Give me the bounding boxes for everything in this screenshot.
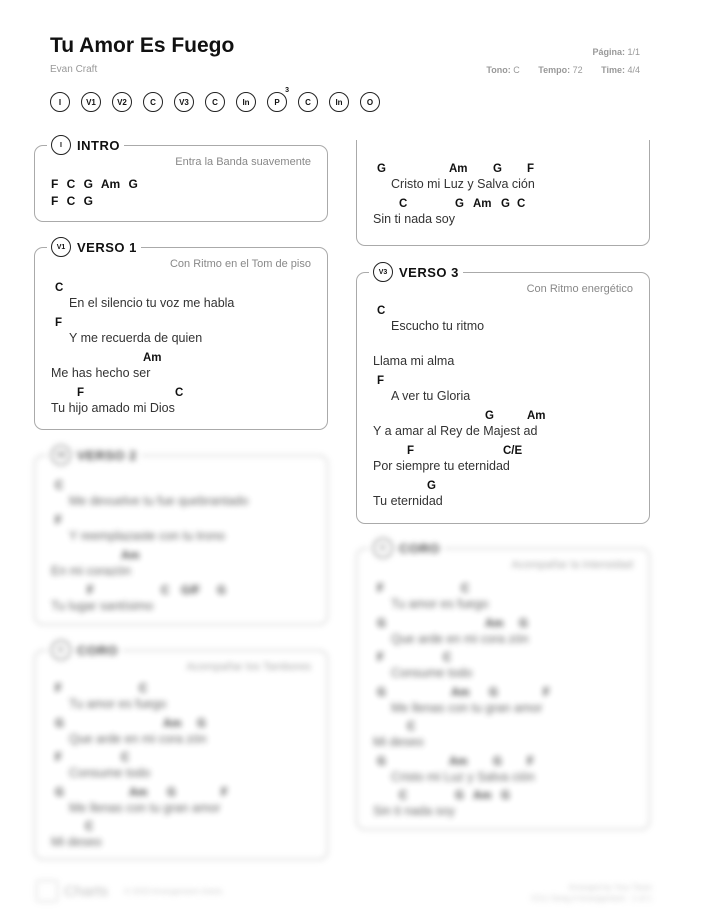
chord-row	[373, 375, 643, 389]
chord: G	[455, 198, 464, 210]
chord-lyric-line	[51, 821, 321, 851]
verse3-title: VERSO 3	[399, 264, 459, 280]
chord: G	[489, 686, 498, 699]
chorus-left-title: CORO	[77, 642, 118, 658]
chord: F	[55, 515, 63, 527]
chord-row	[373, 652, 643, 666]
roadmap-badge: O	[360, 92, 380, 112]
verse3-section	[356, 264, 650, 524]
chord: F	[77, 387, 85, 399]
page-value: 1/1	[627, 47, 640, 57]
chord: F	[377, 583, 385, 595]
chord-row	[373, 340, 643, 354]
footer-logo-text: Charts	[64, 882, 109, 900]
chord-row	[51, 317, 321, 331]
lyric: Por siempre tu eternidad	[373, 459, 510, 473]
chord: G	[377, 755, 386, 768]
chord-row	[51, 585, 321, 599]
chord-lyric-line	[51, 352, 321, 382]
chord-lyric-line	[51, 480, 321, 510]
chord: C/E	[503, 445, 523, 457]
chord: F	[377, 375, 385, 387]
verse2-title: VERSO 2	[77, 447, 137, 463]
chord-row	[51, 387, 321, 401]
chord-lyric-line	[51, 317, 321, 347]
chord-row	[51, 821, 321, 835]
chord: C	[461, 583, 470, 595]
lyric: Me llenas con tu gran amor	[391, 700, 543, 715]
lyric: Me devuelve tu fue quebrantado	[69, 494, 249, 508]
chord-row	[51, 752, 321, 766]
intro-header	[47, 135, 124, 155]
chord-row	[51, 352, 321, 366]
time-value: 4/4	[627, 65, 640, 75]
chord: F	[55, 683, 63, 695]
chord: C	[55, 282, 64, 294]
chorus-right-badge: C	[373, 538, 393, 558]
chord: Am	[163, 717, 182, 730]
chord-lyric-line	[373, 652, 643, 682]
lyric: Tu hijo amado mi Dios	[51, 401, 175, 415]
chord-row	[51, 515, 321, 529]
chord: G	[167, 786, 176, 799]
chord: C	[121, 752, 130, 764]
chord-row	[373, 480, 643, 494]
chord: G	[55, 786, 64, 799]
lyric: Mi deseo	[51, 835, 102, 849]
time-label: Time:	[601, 65, 625, 75]
lyric: Y me recuerda de quien	[69, 331, 203, 345]
chord-lyric-line	[373, 756, 643, 786]
roadmap-badge: I	[50, 92, 70, 112]
page-info	[592, 47, 640, 57]
roadmap-badge: V3	[174, 92, 194, 112]
chord: Am	[473, 790, 492, 802]
chord: C	[85, 821, 94, 833]
chord: C	[399, 198, 408, 210]
chord-lyric-line	[373, 305, 643, 335]
key-value: C	[513, 65, 520, 75]
verse2-header	[47, 445, 141, 465]
chord-row	[373, 305, 643, 319]
chorus-left-note: Acompañar los Tambores	[186, 661, 311, 673]
chord-lyric-line	[51, 515, 321, 545]
chord-lyric-line	[373, 375, 643, 405]
lyric: Sin ti nada soy	[373, 804, 455, 818]
verse1-title: VERSO 1	[77, 239, 137, 255]
chord-lyric-line	[373, 480, 643, 510]
chord-row	[51, 282, 321, 296]
chord-lyric-line	[51, 585, 321, 615]
chord: G	[217, 585, 226, 597]
footer-brand	[36, 880, 222, 902]
chord-row	[51, 718, 321, 732]
chord: G	[197, 717, 206, 730]
chord: Am	[121, 550, 140, 562]
chord-row	[373, 721, 643, 735]
roadmap-badge: C	[298, 92, 318, 112]
chord-row	[51, 550, 321, 564]
chord: G	[377, 617, 386, 630]
chord-lyric-line	[373, 445, 643, 475]
lyric: Mi deseo	[373, 735, 424, 749]
intro-title: INTRO	[77, 137, 120, 153]
chord: G	[519, 617, 528, 630]
lyric: Y a amar al Rey de Majest ad	[373, 424, 538, 438]
lyric: Consume todo	[69, 766, 151, 780]
key-label: Tono:	[486, 65, 511, 75]
chord: C	[399, 790, 408, 802]
chorus-right-note: Acompañar la Intensidad	[511, 559, 633, 571]
chord: C	[407, 721, 416, 733]
lyric: A ver tu Gloria	[391, 389, 471, 403]
chord-lyric-line	[51, 282, 321, 312]
chord-row	[373, 687, 643, 701]
roadmap-badge: In	[236, 92, 256, 112]
roadmap-badge: In	[329, 92, 349, 112]
footer-right	[531, 882, 652, 904]
chord-row	[373, 198, 643, 212]
chord-row	[373, 583, 643, 597]
chord: F	[527, 755, 535, 768]
tempo-label: Tempo:	[538, 65, 571, 75]
verse1-note: Con Ritmo en el Tom de piso	[169, 258, 311, 270]
chord-row	[373, 445, 643, 459]
roadmap-badge: V2	[112, 92, 132, 112]
chorus-left-header	[47, 640, 122, 660]
lyric: En el silencio tu voz me habla	[69, 296, 235, 310]
chorus-left-section	[34, 642, 328, 860]
chord: C	[175, 387, 184, 399]
chorus-right-title: CORO	[399, 540, 440, 556]
chord: F	[377, 652, 385, 664]
song-meta	[470, 65, 640, 75]
chord: G	[485, 410, 494, 422]
chord: Am	[451, 686, 470, 699]
intro-chord-line: F C G	[51, 194, 93, 208]
verse1-badge: V1	[51, 237, 71, 257]
chord-row	[373, 756, 643, 770]
lyric: Me has hecho ser	[51, 366, 151, 380]
chord-lyric-line	[373, 790, 643, 820]
lyric: Que arde en mi cora zón	[69, 731, 207, 746]
chorus-left-badge: C	[51, 640, 71, 660]
intro-note: Entra la Banda suavemente	[175, 156, 311, 168]
chord: Am	[485, 617, 504, 630]
song-artist: Evan Craft	[50, 64, 98, 75]
chord: Am	[143, 352, 162, 364]
verse2-badge: V2	[51, 445, 71, 465]
chord-row	[373, 790, 643, 804]
verse2-section	[34, 447, 328, 625]
chord-lyric-line	[51, 387, 321, 417]
footer-left-text: © 2023 Arrangement charts	[124, 886, 223, 896]
chord-row	[373, 163, 643, 177]
chord-lyric-line	[373, 583, 643, 613]
chord: Am	[527, 410, 546, 422]
chord-row	[373, 410, 643, 424]
chord: F	[543, 686, 551, 699]
footer-right-line: Arranged by Your Team	[568, 883, 652, 892]
chord-lyric-line	[373, 721, 643, 751]
chord: G	[493, 755, 502, 768]
chord-lyric-line	[51, 787, 321, 817]
lyric: Cristo mi Luz y Salva ción	[391, 769, 535, 784]
chord-row	[373, 618, 643, 632]
verse3-note: Con Ritmo energético	[526, 283, 633, 295]
chord: G	[377, 686, 386, 699]
chord-lyric-line	[373, 618, 643, 648]
chord-row	[51, 480, 321, 494]
chord: C	[161, 585, 170, 597]
lyric: Tu eternidad	[373, 494, 443, 508]
lyric: Sin ti nada soy	[373, 212, 455, 226]
lyric: Consume todo	[391, 666, 473, 680]
chord: Am	[473, 198, 492, 210]
roadmap-badge: V1	[81, 92, 101, 112]
intro-chord-line: F C G Am G	[51, 177, 138, 191]
lyric: Que arde en mi cora zón	[391, 631, 529, 646]
chord: G	[493, 163, 502, 175]
chord: G	[55, 717, 64, 730]
chord: Am	[129, 786, 148, 799]
roadmap-badge: C	[205, 92, 225, 112]
lyric: En mi corazón	[51, 564, 131, 578]
chord: G	[455, 790, 464, 802]
chord: F	[527, 163, 535, 175]
chord: F	[87, 585, 95, 597]
chord: G	[501, 790, 510, 802]
intro-section	[34, 137, 328, 222]
chord-lyric-line	[51, 718, 321, 748]
chord-lyric-line	[373, 340, 643, 370]
lyric: Tu lugar santísimo	[51, 599, 154, 613]
lyric: Y reemplazaste con tu trono	[69, 529, 226, 543]
chord: G	[377, 163, 386, 175]
chorus-right-section	[356, 540, 650, 830]
chord: G	[427, 480, 436, 492]
chord: C	[55, 480, 64, 492]
chord-lyric-line	[51, 752, 321, 782]
footer-right-line: CCLI Song # Arrangement · 1 of 1	[531, 894, 652, 903]
intro-badge: I	[51, 135, 71, 155]
verse3-header	[369, 262, 463, 282]
chord: F	[55, 317, 63, 329]
chord-row	[51, 787, 321, 801]
chord: C	[443, 652, 452, 664]
chord: G/F	[181, 585, 201, 597]
chord-lyric-line	[373, 687, 643, 717]
chorus-continuation-section	[356, 140, 650, 246]
logo-icon	[36, 880, 58, 902]
lyric: Tu amor es fuego	[391, 597, 489, 611]
roadmap-badge: C	[143, 92, 163, 112]
chord: Am	[449, 163, 468, 175]
chord: C	[377, 305, 386, 317]
chord: F	[221, 786, 229, 799]
roadmap-badge: P 3	[267, 92, 287, 112]
chord-lyric-line	[373, 410, 643, 440]
chord: C	[139, 683, 148, 695]
chorus-right-header	[369, 538, 444, 558]
verse3-badge: V3	[373, 262, 393, 282]
page-label: Página:	[592, 47, 625, 57]
lyric: Cristo mi Luz y Salva ción	[391, 177, 535, 191]
song-roadmap	[50, 87, 391, 112]
chord: F	[55, 752, 63, 764]
song-title: Tu Amor Es Fuego	[50, 34, 235, 57]
tempo-value: 72	[572, 65, 583, 75]
chord-lyric-line	[51, 550, 321, 580]
lyric: Tu amor es fuego	[69, 697, 167, 711]
chord: F	[407, 445, 415, 457]
chord: G	[501, 198, 510, 210]
chord-lyric-line	[373, 198, 643, 228]
chord-row	[51, 683, 321, 697]
verse1-header	[47, 237, 141, 257]
chord-lyric-line	[51, 683, 321, 713]
chord: Am	[449, 755, 468, 768]
chord-lyric-line	[373, 163, 643, 193]
chord: C	[517, 198, 526, 210]
lyric: Llama mi alma	[373, 354, 455, 368]
lyric: Escucho tu ritmo	[391, 319, 485, 333]
verse1-section	[34, 239, 328, 430]
lyric: Me llenas con tu gran amor	[69, 800, 221, 815]
